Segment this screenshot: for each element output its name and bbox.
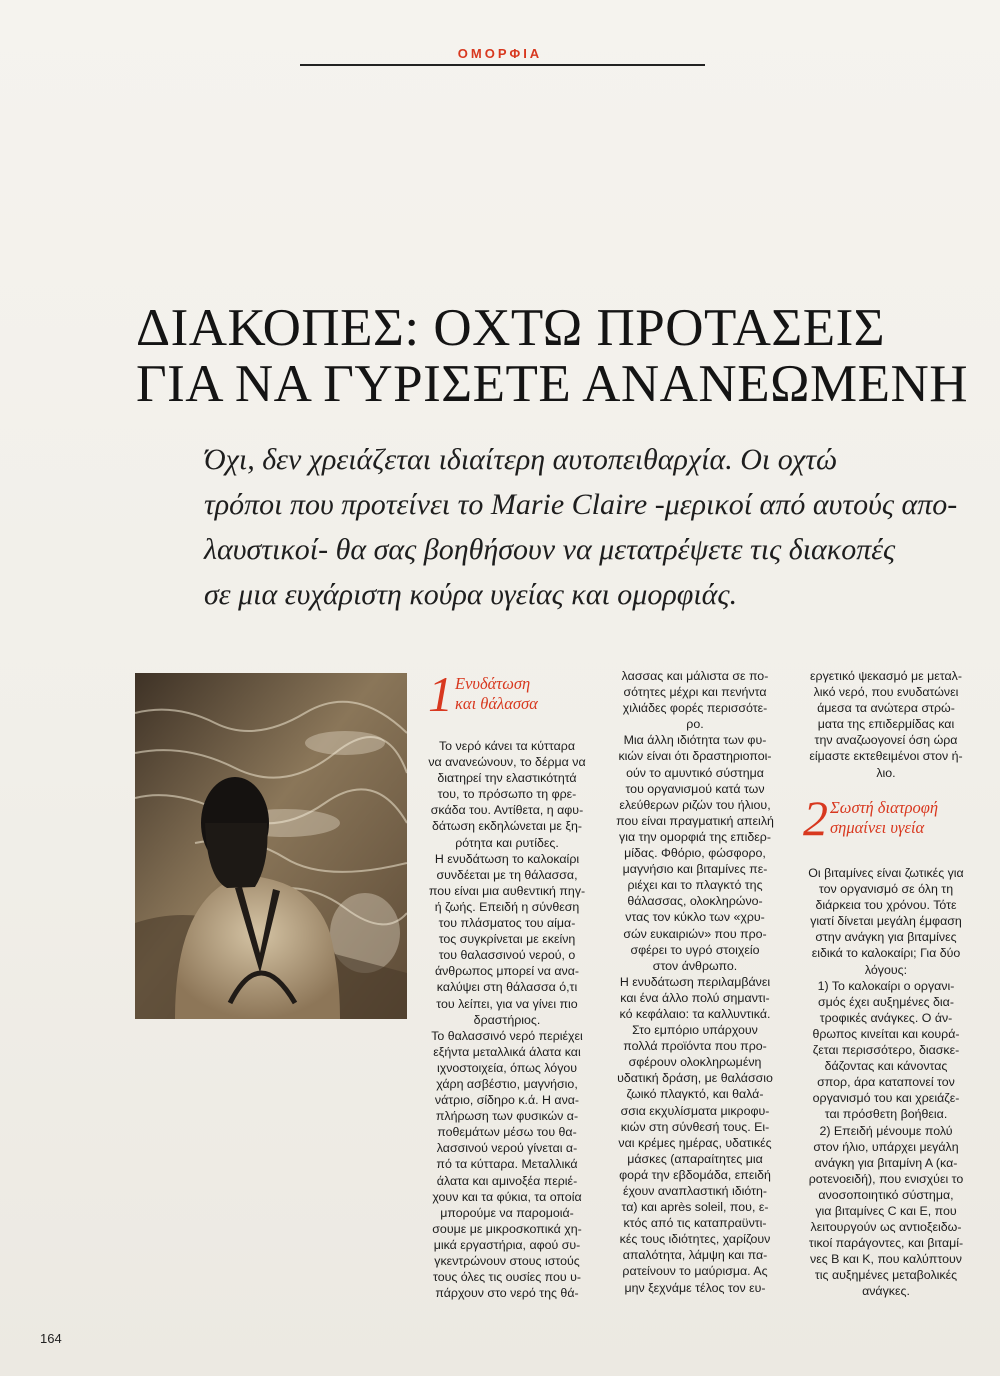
section-label: ΟΜΟΡΦΙΑ <box>457 46 543 61</box>
text-line: σπορ, άρα καταπονεί τον <box>817 1075 955 1090</box>
text-line: να ανανεώνουν, το δέρμα να <box>428 755 586 770</box>
text-line: λόγους: <box>864 962 908 977</box>
text-line: μαγνήσιο και βιταμίνες πε- <box>622 862 768 877</box>
text-line: Η ενυδάτωση το καλοκαίρι <box>434 851 580 866</box>
text-line: ελεύθερων ριζών του ήλιου, <box>619 797 771 812</box>
text-line: στον άνθρωπο. <box>652 958 738 973</box>
text-line: Η ενυδάτωση περιλαμβάνει <box>619 974 771 989</box>
text-line: τος συγκρίνεται με εκείνη <box>438 932 576 947</box>
text-line: σσια εκχυλίσματα μικροφυ- <box>620 1103 770 1118</box>
text-line: και ένα άλλο πολύ σημαντι- <box>620 990 770 1005</box>
text-line: γκεντρώνουν στους ιστούς <box>434 1254 580 1268</box>
text-line: ζωικό πλαγκτό, και θαλά- <box>626 1087 764 1102</box>
text-line: του πλάσματος του αίμα- <box>438 916 576 931</box>
text-line: ρο. <box>686 717 704 732</box>
deck-line: σε μια ευχάριστη κούρα υγείας και ομορφιάς. <box>204 578 738 611</box>
text-line: είμαστε εκτεθειμένοι στον ή- <box>809 749 963 764</box>
text-line: ούν το αμυντικό σύστημα <box>626 765 764 780</box>
text-line: Στο εμπόριο υπάρχουν <box>632 1023 758 1038</box>
text-line: κό κεφάλαιο: τα καλλυντικά. <box>619 1006 771 1021</box>
photo-swimmer <box>135 673 407 1019</box>
section-title-line: και θάλασσα <box>455 694 538 713</box>
text-line: του οργανισμού κατά των <box>625 781 765 796</box>
headline <box>136 299 969 413</box>
text-line: στον ήλιο, υπάρχει μεγάλη <box>813 1139 959 1154</box>
text-line: πάρχουν στο νερό της θά- <box>435 1286 579 1301</box>
text-line: άνθρωπος μπορεί να ανα- <box>434 964 580 979</box>
deck-line: τρόποι που προτείνει το Marie Claire -μερικοί από αυτούς απο- <box>204 488 958 521</box>
text-line: εξήντα μεταλλικά άλατα και <box>433 1044 581 1059</box>
text-line: ντας τον κύκλο των «χρυ- <box>625 910 765 925</box>
text-line: δάτωση εκδηλώνεται με ξη- <box>432 819 582 834</box>
text-line: για βιταμίνες C και Ε, που <box>815 1203 957 1218</box>
text-line: σμός έχει αυξημένες δια- <box>818 994 954 1009</box>
text-line: ται πρόσθετη βοήθεια. <box>824 1107 948 1122</box>
section-1-heading <box>428 666 538 722</box>
text-line: 1) Το καλοκαίρι ο οργανι- <box>817 978 955 993</box>
text-line: φορά την εβδομάδα, επειδή <box>619 1167 771 1182</box>
text-line: θρωπος κινείται και κουρά- <box>812 1026 960 1041</box>
text-line: χιλιάδες φορές περισσότε- <box>622 701 768 716</box>
section-title-line: σημαίνει υγεία <box>830 818 925 837</box>
column-1-paragraphs <box>418 738 596 1301</box>
text-line: γιατί δίνεται μεγάλη έμφαση <box>810 914 962 929</box>
section-title-line: Σωστή διατροφή <box>830 798 939 817</box>
text-line: ή ζωής. Επειδή η σύνθεση <box>434 899 580 914</box>
text-line: λειτουργούν ως αντιοξειδω- <box>810 1220 962 1235</box>
text-line: πολλά προϊόντα που προ- <box>623 1039 767 1054</box>
text-line: σκάδα του. Αντίθετα, η αφυ- <box>430 803 584 818</box>
text-line: λιο. <box>876 765 896 780</box>
text-line: που είναι πραγματική απειλή <box>616 813 774 828</box>
text-line: υδατική δράση, με θαλάσσιο <box>617 1071 773 1086</box>
text-line: οργανισμό του και χρειάζε- <box>812 1091 960 1106</box>
text-line: σφέρουν ολοκληρωμένη <box>628 1055 762 1070</box>
text-line: μάσκες (απαραίτητες μια <box>627 1151 763 1166</box>
text-line: κιών είναι ότι δραστηριοποι- <box>618 749 772 764</box>
text-line: ανοσοποιητικό σύστημα, <box>818 1187 954 1202</box>
text-line: ανάγκες. <box>862 1284 910 1299</box>
text-line: κιών στη σύνθεσή τους. Ει- <box>620 1119 770 1134</box>
text-line: διατηρεί την ελαστικότητά <box>437 771 577 786</box>
section-rule <box>300 64 705 66</box>
column-3-top-text <box>796 668 976 781</box>
text-line: δάζοντας και κάνοντας <box>824 1059 948 1074</box>
headline-line: ΓΙΑ ΝΑ ΓΥΡΙΣΕΤΕ ΑΝΑΝΕΩΜΕΝΗ <box>136 355 969 413</box>
text-line: τροφικές ανάγκες. Ο άν- <box>819 1010 953 1025</box>
text-line: τα) και après soleil, που, ε- <box>621 1200 769 1215</box>
text-line: ποθεμάτων μέσω του θα- <box>437 1125 577 1140</box>
column-3-bottom-text <box>796 865 976 1300</box>
text-line: ρατείνουν το μαύρισμα. Ας <box>622 1264 768 1279</box>
text-line: σότητες μέχρι και πενήντα <box>623 685 767 700</box>
text-line: σφέρει το υγρό στοιχείο <box>630 942 760 957</box>
text-line: ματα της επιδερμίδας και <box>817 717 955 732</box>
section-2-heading <box>803 790 939 846</box>
text-line: λικό νερό, που ενυδατώνει <box>813 685 959 700</box>
text-line: ιχνοστοιχεία, όπως λόγου <box>436 1060 578 1075</box>
text-line: λασσας και μάλιστα σε πο- <box>621 669 769 683</box>
column-2-text <box>605 668 785 1296</box>
photo-swimmer-image <box>135 673 407 1019</box>
text-line: μπορούμε να παρομοιά- <box>440 1205 574 1220</box>
text-line: απαλότητα, λάμψη και πα- <box>622 1248 768 1263</box>
text-line: του, το πρόσωπο τη φρε- <box>437 787 577 802</box>
text-line: διάρκεια του χρόνου. Τότε <box>815 898 957 913</box>
text-line: σών ευκαιριών» που προ- <box>623 926 767 941</box>
text-line: καλύψει στη θάλασσα ό,τι <box>436 980 578 995</box>
text-line: ειδικά το καλοκαίρι; Για δύο <box>811 946 961 961</box>
text-line: πλήρωση των φυσικών α- <box>435 1109 579 1124</box>
text-line: μίδας. Φθόριο, φώσφορο, <box>624 846 766 861</box>
section-title <box>830 798 938 838</box>
section-number: 2 <box>803 790 828 846</box>
text-line: ανάγκη για βιταμίνη Α (κα- <box>814 1155 958 1170</box>
text-line: λασσινού νερού γίνεται α- <box>436 1141 578 1156</box>
text-line: χουν και τα φύκια, τα οποία <box>432 1189 582 1204</box>
text-line: μην ξεχνάμε τέλος τον ευ- <box>624 1280 766 1295</box>
text-line: νες Β και Κ, που καλύπτουν <box>810 1252 962 1267</box>
text-line: στην ανάγκη για βιταμίνες <box>815 930 957 945</box>
text-line: που είναι μια αυθεντική πηγ- <box>428 883 586 898</box>
text-line: του θαλασσινού νερού, ο <box>438 948 576 963</box>
column-3-top-paragraphs <box>796 668 976 781</box>
text-line: ρότητα και ρυτίδες. <box>455 835 559 850</box>
text-line: έχουν αναπλαστική ιδιότη- <box>622 1184 768 1198</box>
section-title <box>455 674 538 714</box>
headline-line: ΔΙΑΚΟΠΕΣ: ΟΧΤΩ ΠΡΟΤΑΣΕΙΣ <box>136 299 886 357</box>
text-line: πό τα κύτταρα. Μεταλλικά <box>436 1157 578 1172</box>
text-line: συνδέεται με τη θάλασσα, <box>436 867 578 882</box>
text-line: σουμε με μικροσκοπικά χη- <box>432 1221 582 1236</box>
text-line: θάλασσας, ολοκληρώνο- <box>627 894 763 909</box>
text-line: δραστήριος. <box>473 1012 541 1027</box>
text-line: τους όλες τις ουσίες που υ- <box>432 1270 582 1285</box>
text-line: του λείπει, για να γίνει πιο <box>436 996 578 1011</box>
text-line: μικά εργαστήρια, αφού συ- <box>433 1237 581 1252</box>
text-line: κτός από τις καταπραϋντι- <box>623 1216 767 1231</box>
text-line: Οι βιταμίνες είναι ζωτικές για <box>808 866 964 880</box>
section-title-line: Ενυδάτωση <box>455 674 531 693</box>
text-line: εργετικό ψεκασμό με μεταλ- <box>810 669 962 683</box>
text-line: άμεσα τα ανώτερα στρώ- <box>817 701 955 716</box>
column-3-bottom-paragraphs <box>796 865 976 1300</box>
text-line: Μια άλλη ιδιότητα των φυ- <box>623 733 767 748</box>
section-number: 1 <box>428 666 453 722</box>
text-line: ναι κρέμες ημέρας, υδατικές <box>618 1135 772 1150</box>
text-line: νάτριο, σίδηρο κ.ά. Η ανα- <box>434 1093 580 1108</box>
deck <box>204 437 958 617</box>
deck-line: λαυστικοί- θα σας βοηθήσουν να μετατρέψετε τις διακοπές <box>204 533 896 566</box>
text-line: 2) Επειδή μένουμε πολύ <box>819 1123 953 1138</box>
text-line: τικοί παράγοντες, και βιταμί- <box>808 1236 964 1251</box>
text-line: για την ομορφιά της επιδερ- <box>619 829 771 844</box>
text-line: άλατα και αμινοξέα περιέ- <box>436 1173 578 1188</box>
deck-line: Όχι, δεν χρειάζεται ιδιαίτερη αυτοπειθαρχία. Οι οχτώ <box>204 443 837 476</box>
page-number: 164 <box>40 1331 62 1346</box>
text-line: ροτενοειδή), που ενισχύει το <box>808 1171 964 1186</box>
text-line: ζεται περισσότερο, διασκε- <box>812 1043 960 1058</box>
column-1-text <box>418 738 596 1301</box>
text-line: Το θαλασσινό νερό περιέχει <box>431 1028 583 1043</box>
text-line: τις αυξημένες μεταβολικές <box>814 1268 958 1283</box>
column-2-paragraphs <box>605 668 785 1296</box>
text-line: χάρη ασβέστιο, μαγνήσιο, <box>436 1076 578 1091</box>
text-line: Το νερό κάνει τα κύτταρα <box>438 739 576 753</box>
text-line: ριέχει και το πλαγκτό της <box>627 878 763 893</box>
text-line: την αναζωογονεί όση ώρα <box>814 733 958 748</box>
text-line: κές τους ιδιότητες, χαρίζουν <box>619 1232 771 1247</box>
text-line: τον οργανισμό σε όλη τη <box>818 882 954 897</box>
